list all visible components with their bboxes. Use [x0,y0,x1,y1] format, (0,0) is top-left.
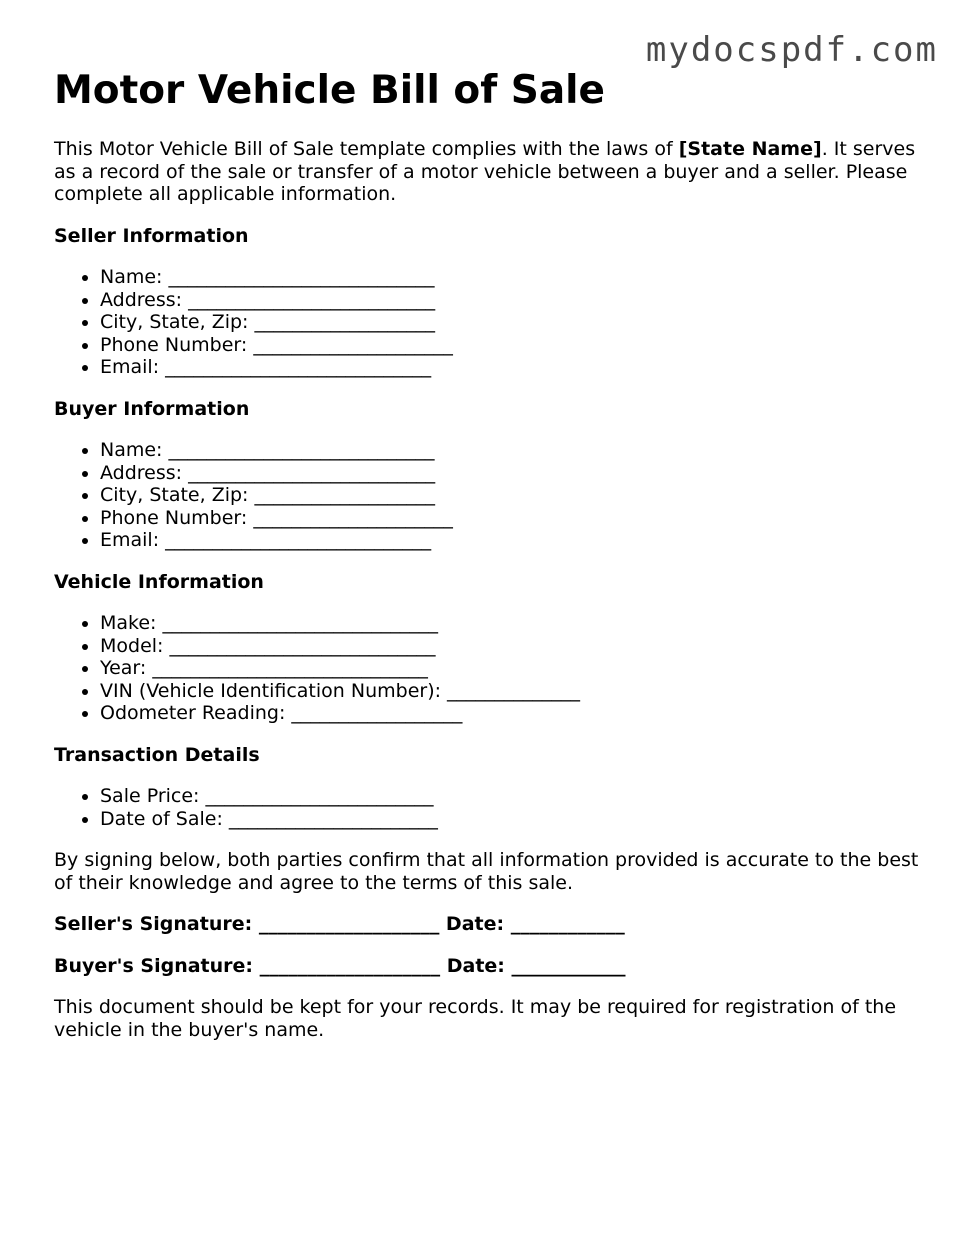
seller-fields-list [54,266,924,379]
vehicle-model-field: • Model: ____________________________ [100,635,924,658]
page-title: Motor Vehicle Bill of Sale [54,68,605,113]
buyer-signature-line: Buyer's Signature: ___________________ Date: ____________ [54,954,626,977]
document-page [54,68,924,1041]
seller-name-field: • Name: ____________________________ [100,266,924,289]
buyer-heading: Buyer Information [54,397,250,420]
buyer-address-field: • Address: __________________________ [100,462,924,485]
vehicle-make-field: • Make: _____________________________ [100,612,924,635]
vehicle-heading: Vehicle Information [54,570,264,593]
buyer-fields-list [54,439,924,552]
buyer-city-state-zip-field: • City, State, Zip: ___________________ [100,484,924,507]
closing-paragraph: This document should be kept for your records. It may be required for registration of the vehicle in the buyer's name. [54,996,897,1041]
buyer-email-field: • Email: ____________________________ [100,529,924,552]
seller-signature-line: Seller's Signature: ___________________ Date: ____________ [54,913,625,935]
confirmation-paragraph: By signing below, both parties confirm that all information provided is accurate to the best of their knowledge and agree to the terms of this sale. [54,849,919,894]
intro-text-before: This Motor Vehicle Bill of Sale template complies with the laws of [54,138,679,160]
vehicle-odometer-field: • Odometer Reading: __________________ [100,702,924,725]
vehicle-vin-field: • VIN (Vehicle Identification Number): ______________ [100,680,924,703]
vehicle-year-field: • Year: _____________________________ [100,657,924,680]
seller-city-state-zip-field: • City, State, Zip: ___________________ [100,311,924,334]
watermark: mydocspdf.com [645,30,938,70]
seller-phone-field: • Phone Number: _____________________ [100,334,924,357]
sale-price-field: • Sale Price: ________________________ [100,785,924,808]
state-name-placeholder: [State Name] [678,138,822,160]
transaction-heading: Transaction Details [54,743,260,766]
seller-heading: Seller Information [54,224,249,247]
seller-email-field: • Email: ____________________________ [100,356,924,379]
date-of-sale-field: • Date of Sale: ______________________ [100,808,924,831]
transaction-fields-list [54,785,924,830]
buyer-phone-field: • Phone Number: _____________________ [100,507,924,530]
seller-address-field: • Address: __________________________ [100,289,924,312]
intro-text-after: . It serves as a record of the sale or transfer of a motor vehicle between a buyer and a seller. Please complete all applicable information. [54,138,916,205]
vehicle-fields-list [54,612,924,725]
buyer-name-field: • Name: ____________________________ [100,439,924,462]
intro-paragraph [54,138,924,206]
